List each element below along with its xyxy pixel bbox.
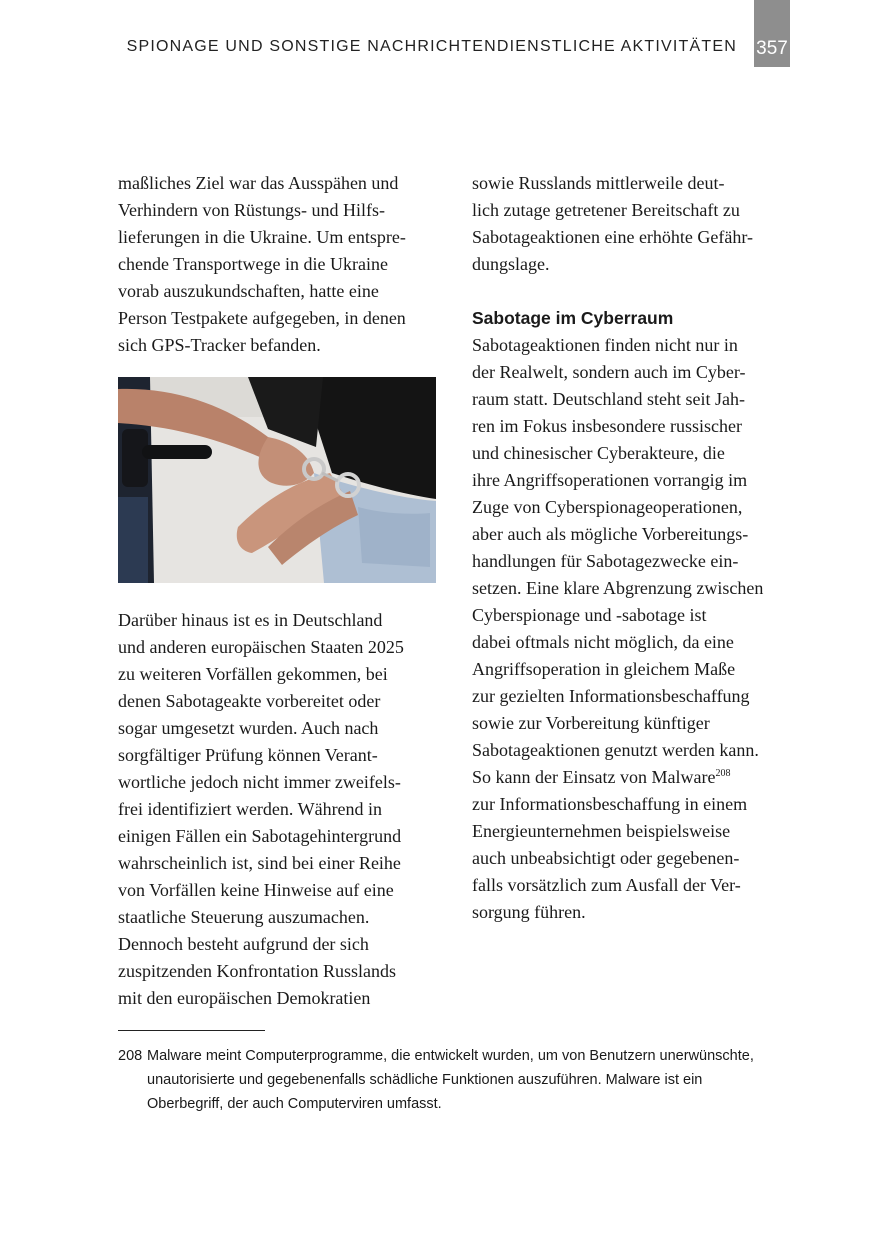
text-line: vorab auszukundschaften, hatte eine	[118, 281, 379, 301]
footnote-line: Oberbegriff, der auch Computerviren umfasst.	[147, 1096, 442, 1112]
footnote-reference[interactable]: 208	[715, 768, 731, 779]
text-line: raum statt. Deutschland steht seit Jah-	[472, 389, 745, 409]
text-line: und chinesischer Cyberakteure, die	[472, 443, 725, 463]
text-line: zu weiteren Vorfällen gekommen, bei	[118, 664, 388, 684]
text-line: einigen Fällen ein Sabotagehintergrund	[118, 826, 402, 846]
text-line: maßliches Ziel war das Ausspähen und	[118, 173, 399, 193]
handcuffs-photo	[118, 377, 436, 583]
text-line: sogar umgesetzt wurden. Auch nach	[118, 718, 379, 738]
left-column	[118, 170, 440, 1012]
text-line	[472, 764, 794, 791]
text-line: Energieunternehmen beispielsweise	[472, 821, 731, 841]
text-line: zuspitzenden Konfrontation Russlands	[118, 961, 396, 981]
text-line: Person Testpakete aufgegeben, in denen	[118, 308, 406, 328]
text-line: ihre Angriffsoperationen vorrangig im	[472, 470, 748, 490]
text-line: lich zutage getretener Bereitschaft zu	[472, 200, 740, 220]
text-line: Sabotageaktionen finden nicht nur in	[472, 335, 738, 355]
text-line: Sabotageaktionen genutzt werden kann.	[472, 740, 759, 760]
text-line: dabei oftmals nicht möglich, da eine	[472, 632, 734, 652]
text-line: von Vorfällen keine Hinweise auf eine	[118, 880, 394, 900]
text-line: Angriffsoperation in gleichem Maße	[472, 659, 736, 679]
text-line: aber auch als mögliche Vorbereitungs-	[472, 524, 749, 544]
footnote-line: unautorisierte und gegebenenfalls schädliche Funktionen auszuführen. Malware ist ein	[147, 1072, 703, 1088]
text-line: sich GPS-Tracker befanden.	[118, 335, 321, 355]
text-line: auch unbeabsichtigt oder gegebenen-	[472, 848, 740, 868]
text-line: sowie zur Vorbereitung künftiger	[472, 713, 710, 733]
running-head: SPIONAGE UND SONSTIGE NACHRICHTENDIENSTLICHE AKTIVITÄTEN	[126, 38, 737, 55]
text-line: dungslage.	[472, 254, 550, 274]
malware-text: So kann der Einsatz von Malware	[472, 767, 716, 787]
paragraph	[472, 332, 794, 926]
text-line: sorgfältiger Prüfung können Verant-	[118, 745, 378, 765]
text-line: staatliche Steuerung auszumachen.	[118, 907, 370, 927]
text-line: der Realwelt, sondern auch im Cyber-	[472, 362, 746, 382]
text-line: mit den europäischen Demokratien	[118, 988, 371, 1008]
text-line: zur Informationsbeschaffung in einem	[472, 794, 748, 814]
paragraph	[118, 170, 440, 359]
text-line: und anderen europäischen Staaten 2025	[118, 637, 404, 657]
paragraph	[118, 607, 440, 1012]
text-line: sowie Russlands mittlerweile deut-	[472, 173, 725, 193]
text-line: chende Transportwege in die Ukraine	[118, 254, 388, 274]
text-line: handlungen für Sabotagezwecke ein-	[472, 551, 739, 571]
text-line: wahrscheinlich ist, sind bei einer Reihe	[118, 853, 401, 873]
text-line: Zuge von Cyberspionageoperationen,	[472, 497, 743, 517]
text-line: Dennoch besteht aufgrund der sich	[118, 934, 369, 954]
text-line: frei identifiziert werden. Während in	[118, 799, 383, 819]
text-line: lieferungen in die Ukraine. Um entspre-	[118, 227, 406, 247]
text-line: sorgung führen.	[472, 902, 586, 922]
footnote-divider	[118, 1030, 265, 1031]
footnote	[118, 1044, 808, 1116]
paragraph	[472, 170, 794, 278]
footnote-line: Malware meint Computerprogramme, die entwickelt wurden, um von Benutzern unerwünschte,	[147, 1048, 754, 1064]
section-heading: Sabotage im Cyberraum	[472, 308, 674, 328]
footnote-number: 208	[118, 1048, 143, 1064]
text-line: Darüber hinaus ist es in Deutschland	[118, 610, 383, 630]
text-line: setzen. Eine klare Abgrenzung zwischen	[472, 578, 764, 598]
text-line: falls vorsätzlich zum Ausfall der Ver-	[472, 875, 741, 895]
text-line: zur gezielten Informationsbeschaffung	[472, 686, 750, 706]
page-number-tab: 357	[754, 0, 790, 67]
text-line: denen Sabotageakte vorbereitet oder	[118, 691, 381, 711]
text-line: Verhindern von Rüstungs- und Hilfs-	[118, 200, 385, 220]
text-line: Sabotageaktionen eine erhöhte Gefähr-	[472, 227, 754, 247]
right-column	[472, 170, 794, 926]
text-line: Cyberspionage und -sabotage ist	[472, 605, 707, 625]
text-line: wortliche jedoch nicht immer zweifels-	[118, 772, 401, 792]
text-line: ren im Fokus insbesondere russischer	[472, 416, 742, 436]
